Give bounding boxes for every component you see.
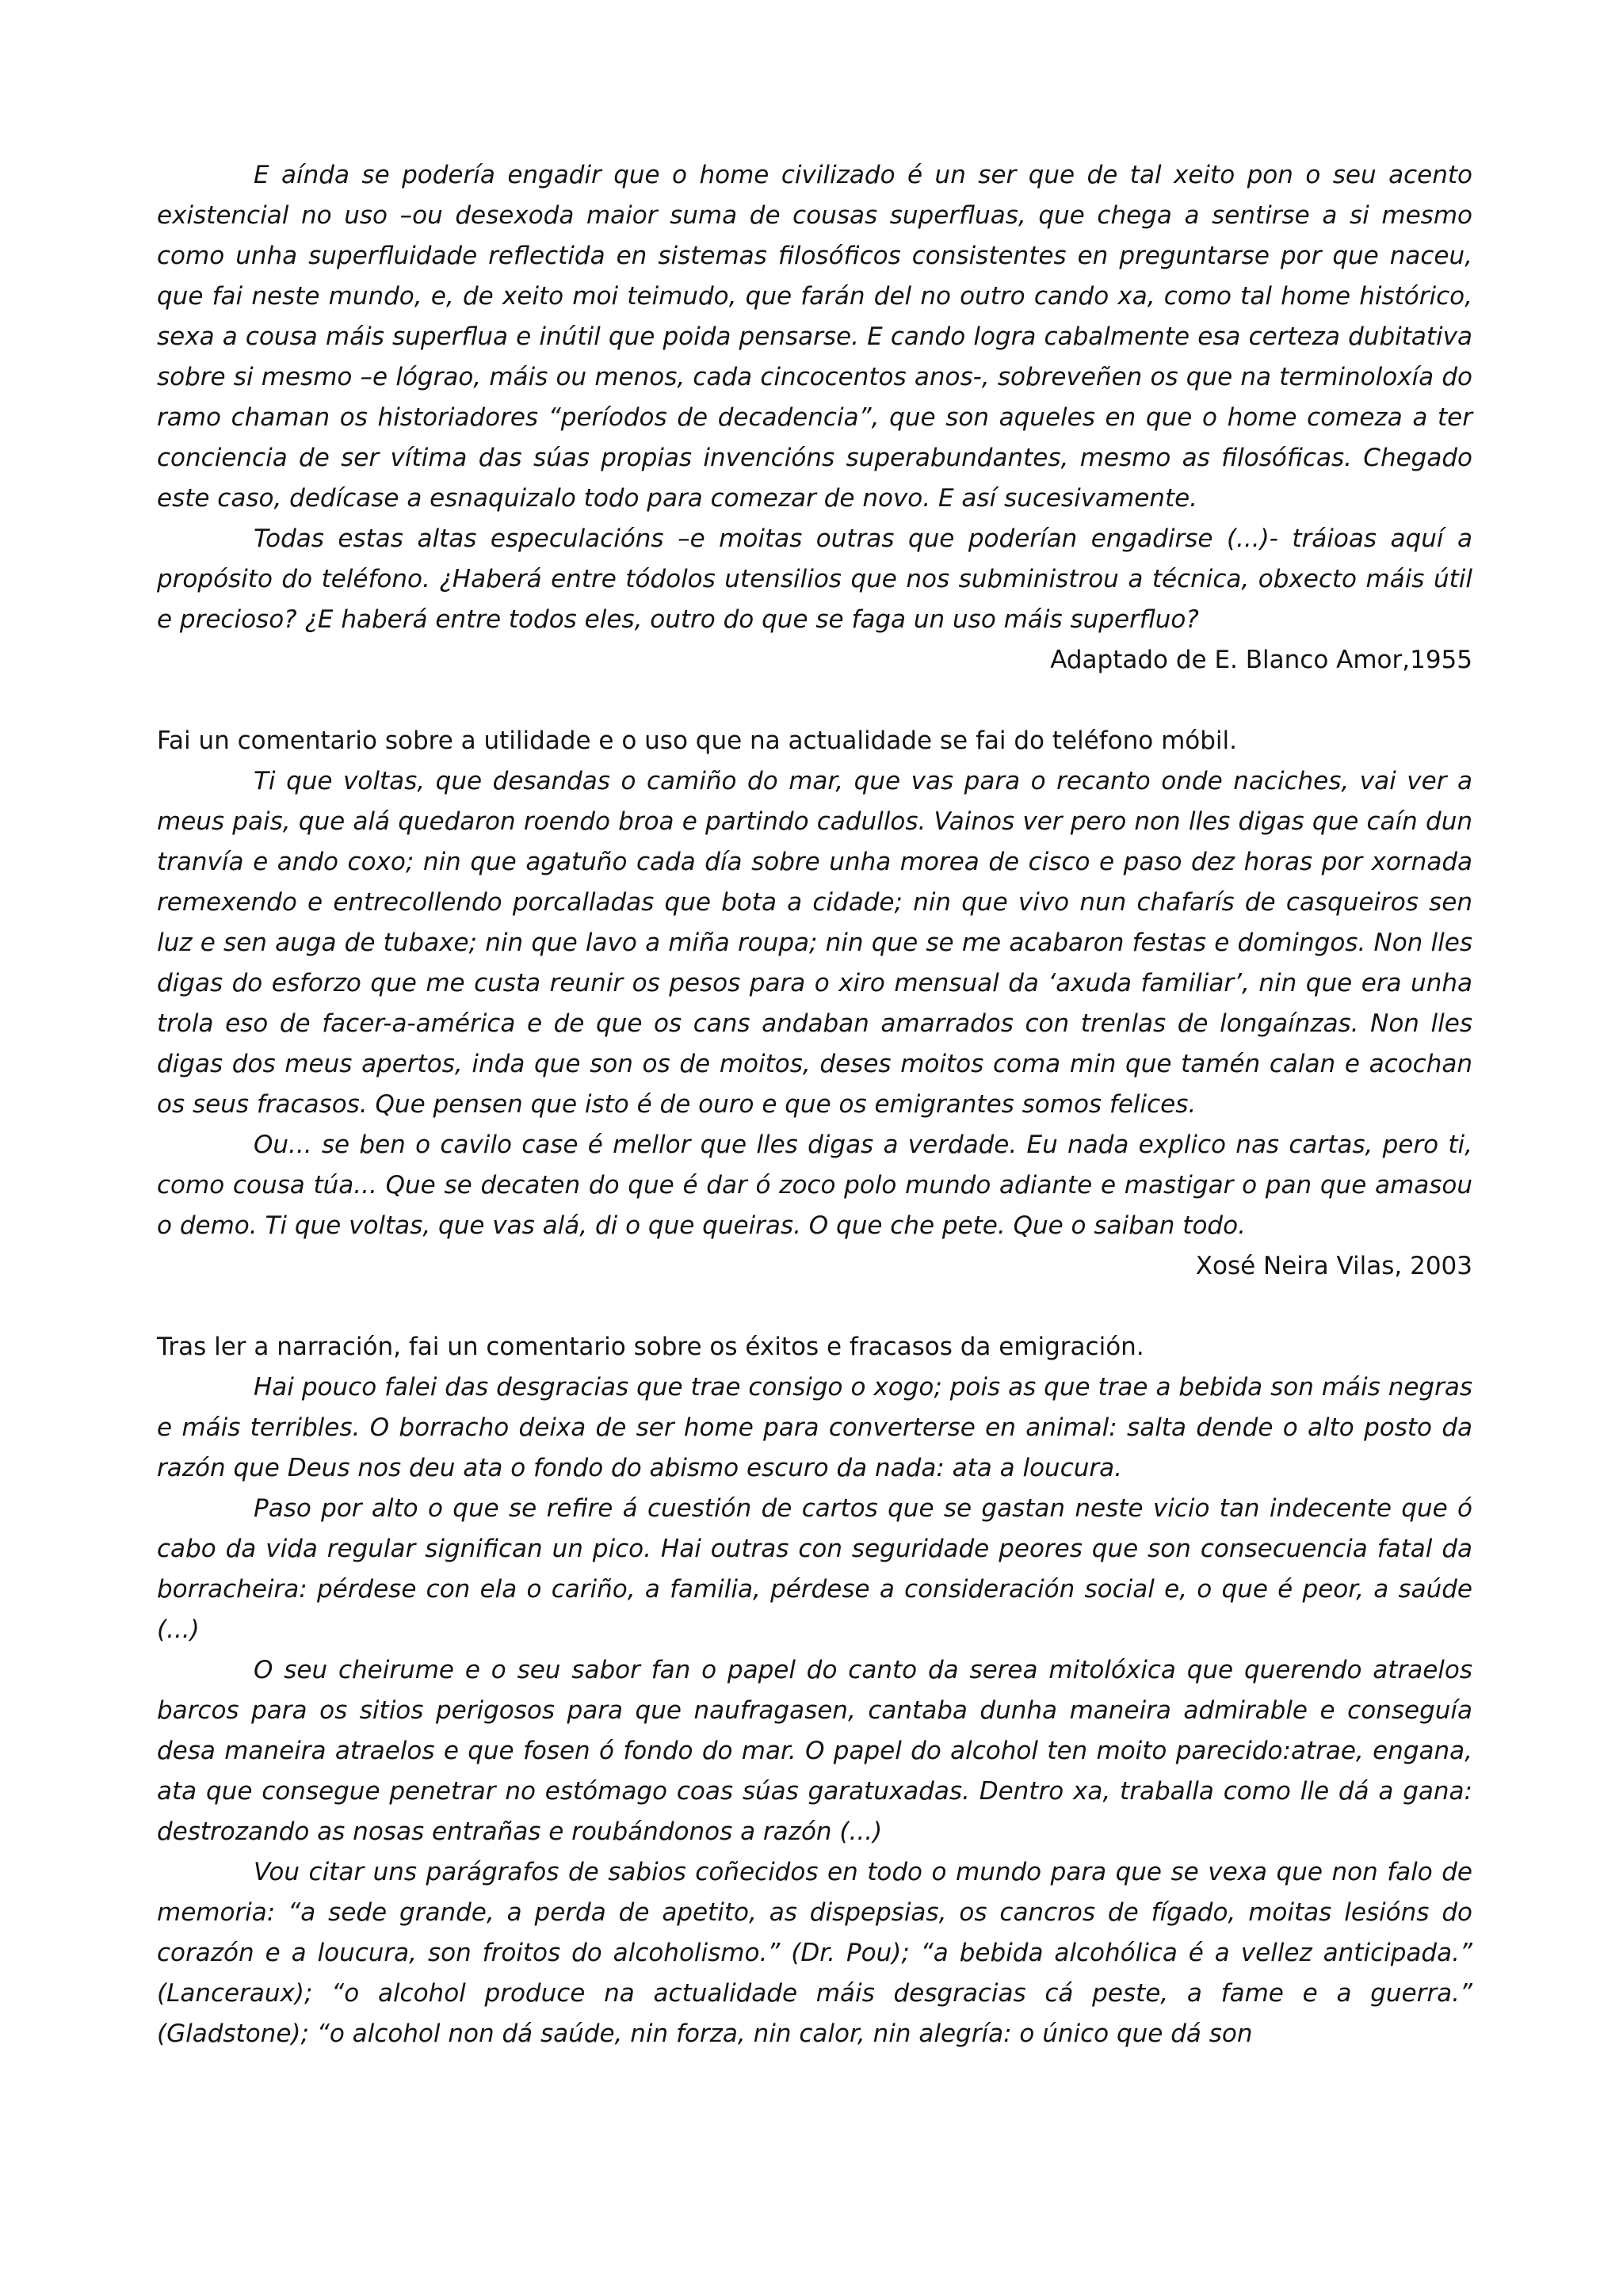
passage-3-paragraph-4: Vou citar uns parágrafos de sabios coñecidos en todo o mundo para que se vexa que non falo de memoria: “a sede grande, a perda de apetito, as dispepsias, os cancros de fígado, moitas lesións do corazón e a loucura, son froitos do alcoholismo.” (Dr. Pou); “a bebida alcohólica é a vellez anticipada.” (Lanceraux); “o alcohol produce na actualidade máis desgracias cá peste, a fame e a guerra.” (Gladstone); “o alcohol non dá saúde, nin forza, nin calor, nin alegría: o único que dá son xyxy=(157,1858,1472,2048)
passage-1-paragraph-1: E aínda se podería engadir que o home civilizado é un ser que de tal xeito pon o seu acento existencial no uso –ou desexoda maior suma de cousas superfluas, que chega a sentirse a si mesmo como unha superfluidade reflectida en sistemas filosóficos consistentes en preguntarse por que naceu, que fai neste mundo, e, de xeito moi teimudo, que farán del no outro cando xa, como tal home histórico, sexa a cousa máis superflua e inútil que poida pensarse. E cando logra cabalmente esa certeza dubitativa sobre si mesmo –e lógrao, máis ou menos, cada cincocentos anos-, sobreveñen os que na terminoloxía do ramo chaman os historiadores “períodos de decadencia”, que son aqueles en que o home comeza a ter conciencia de ser vítima das súas propias invencións superabundantes, mesmo as filosóficas. Chegado este caso, dedícase a esnaquizalo todo para comezar de novo. E así sucesivamente. xyxy=(157,161,1472,513)
question-1-prompt: Fai un comentario sobre a utilidade e o uso que na actualidade se fai do teléfono móbil. xyxy=(157,727,1238,755)
document-body xyxy=(157,155,1472,2054)
passage-1-paragraph-2: Todas estas altas especulacións –e moitas outras que poderían engadirse (...)- tráioas aquí a propósito do teléfono. ¿Haberá entre tódolos utensilios que nos subministrou a técnica, obxecto máis útil e precioso? ¿E haberá entre todos eles, outro do que se faga un uso máis superfluo? xyxy=(157,524,1472,634)
passage-1-attribution: Adaptado de E. Blanco Amor,1955 xyxy=(1050,646,1472,674)
passage-3-paragraph-2: Paso por alto o que se refire á cuestión de cartos que se gastan neste vicio tan indecente que ó cabo da vida regular significan un pico. Hai outras con seguridade peores que son consecuencia fatal da borracheira: pérdese con ela o cariño, a familia, pérdese a consideración social e, o que é peor, a saúde (...) xyxy=(157,1494,1472,1644)
section-spacer xyxy=(157,1287,1472,1327)
passage-2-paragraph-2: Ou... se ben o cavilo case é mellor que lles digas a verdade. Eu nada explico nas cartas, pero ti, como cousa túa... Que se decaten do que é dar ó zoco polo mundo adiante e mastigar o pan que amasou o demo. Ti que voltas, que vas alá, di o que queiras. O que che pete. Que o saiban todo. xyxy=(157,1131,1472,1240)
passage-2-paragraph-1: Ti que voltas, que desandas o camiño do mar, que vas para o recanto onde naciches, vai ver a meus pais, que alá quedaron roendo broa e partindo cadullos. Vainos ver pero non lles digas que caín dun tranvía e ando coxo; nin que agatuño cada día sobre unha morea de cisco e paso dez horas por xornada remexendo e entrecollendo porcalladas que bota a cidade; nin que vivo nun chafarís de casqueiros sen luz e sen auga de tubaxe; nin que lavo a miña roupa; nin que se me acabaron festas e domingos. Non lles digas do esforzo que me custa reunir os pesos para o xiro mensual da ‘axuda familiar’, nin que era unha trola eso de facer-a-américa e de que os cans andaban amarrados con trenlas de longaínzas. Non lles digas dos meus apertos, inda que son os de moitos, deses moitos coma min que tamén calan e acochan os seus fracasos. Que pensen que isto é de ouro e que os emigrantes somos felices. xyxy=(157,767,1472,1119)
passage-2-attribution: Xosé Neira Vilas, 2003 xyxy=(1195,1252,1472,1280)
passage-3-paragraph-3: O seu cheirume e o seu sabor fan o papel do canto da serea mitolóxica que querendo atraelos barcos para os sitios perigosos para que naufragasen, cantaba dunha maneira admirable e conseguía desa maneira atraelos e que fosen ó fondo do mar. O papel do alcohol ten moito parecido:atrae, engana, ata que consegue penetrar no estómago coas súas garatuxadas. Dentro xa, traballa como lle dá a gana: destrozando as nosas entrañas e roubándonos a razón (...) xyxy=(157,1656,1472,1846)
question-2-prompt: Tras ler a narración, fai un comentario sobre os éxitos e fracasos da emigración. xyxy=(157,1333,1144,1361)
section-spacer xyxy=(157,681,1472,721)
passage-3-paragraph-1: Hai pouco falei das desgracias que trae consigo o xogo; pois as que trae a bebida son máis negras e máis terribles. O borracho deixa de ser home para converterse en animal: salta dende o alto posto da razón que Deus nos deu ata o fondo do abismo escuro da nada: ata a loucura. xyxy=(157,1373,1472,1482)
